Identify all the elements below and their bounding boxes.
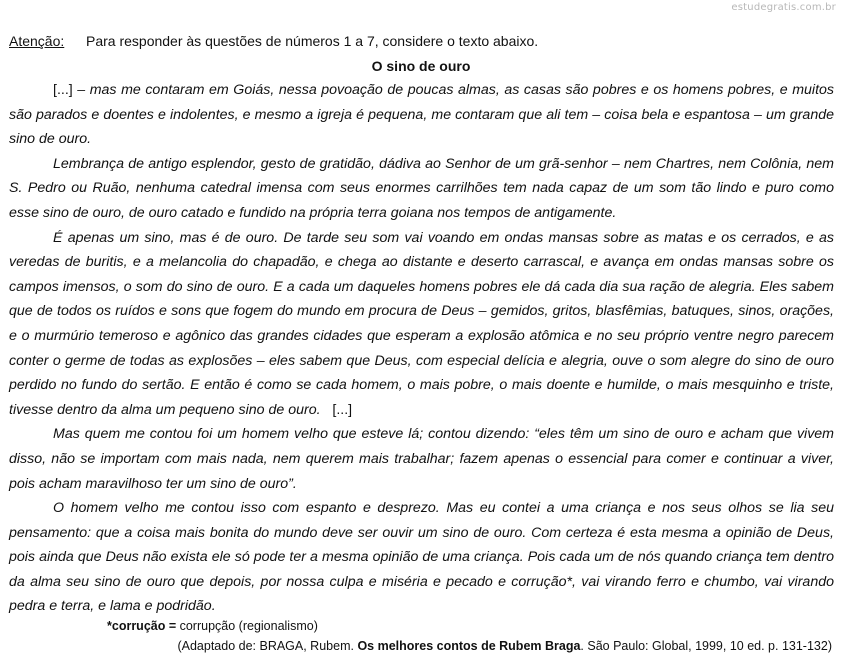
source-citation bbox=[177, 639, 832, 653]
watermark: estudegratis.com.br bbox=[731, 2, 836, 13]
attention-line bbox=[9, 33, 538, 49]
attention-text: Para responder às questões de números 1 a 7, considere o texto abaixo. bbox=[86, 33, 539, 49]
source-prefix: (Adaptado de: BRAGA, Rubem. bbox=[177, 639, 358, 653]
footnote bbox=[107, 619, 318, 633]
paragraph-5 bbox=[9, 496, 834, 619]
footnote-term: *corrução bbox=[107, 619, 166, 633]
paragraph-2-text: Lembrança de antigo esplendor, gesto de gratidão, dádiva ao Senhor de um grã-senhor – nem Chartres, nem Colônia, nem S. Pedro ou Ruão, nenhuma catedral imensa com seus enormes carrilhões tem nada capaz de um som tão lindo e puro como esse sino de ouro, de ouro catado e fundido na própria terra goiana nos tempos de antigamente. bbox=[9, 155, 834, 221]
paragraph-1-text: – mas me contaram em Goiás, nessa povoação de poucas almas, as casas são pobres e os homens pobres, e muitos são parados e doentes e indolentes, e mesmo a igreja é pequena, me contaram que ali tem – coisa bela e espantosa – um grande sino de ouro. bbox=[9, 82, 834, 148]
paragraph-4-text: Mas quem me contou foi um homem velho que esteve lá; contou dizendo: “eles têm um sino de ouro e acham que vivem disso, não se importam com mais nada, nem querem mais trabalhar; fazem apenas o essencial para comer e continuar a viver, pois acham maravilhoso ter um sino de ouro”. bbox=[9, 426, 834, 492]
paragraph-3 bbox=[9, 226, 834, 423]
paragraph-3-text: É apenas um sino, mas é de ouro. De tarde seu som vai voando em ondas mansas sobre as matas e os cerrados, e as veredas de buritis, e a melancolia do chapadão, e chega ao distante e deserto carrascal, e avança em ondas mansas sobre os campos imensos, o som do sino de ouro. E a cada um daqueles homens pobres ele dá cada dia sua ração de alegria. Eles sabem que de todos os ruídos e sons que fogem do mundo em procura de Deus – gemidos, gritos, blasfêmias, batuques, sinos, orações, e o murmúrio temeroso e agônico das grandes cidades que esperam a explosão atômica e no seu próprio ventre negro parecem conter o germe de todas as explosões – eles sabem que Deus, com especial delícia e alegria, ouve o som alegre do sino de ouro perdido no fundo do sertão. E então é como se cada homem, o mais pobre, o mais doente e humilde, o mais mesquinho e triste, tivesse dentro da alma um pequeno sino de ouro. bbox=[9, 229, 834, 418]
attention-label: Atenção: bbox=[9, 33, 65, 49]
paragraph-1 bbox=[9, 78, 834, 152]
text-body bbox=[9, 78, 834, 619]
paragraph-1-lead: [...] bbox=[53, 82, 73, 98]
paragraph-2 bbox=[9, 152, 834, 226]
source-suffix: . São Paulo: Global, 1999, 10 ed. p. 131-132) bbox=[580, 639, 832, 653]
paragraph-3-tail: [...] bbox=[320, 401, 353, 418]
text-title: O sino de ouro bbox=[371, 58, 471, 74]
paragraph-5-text: O homem velho me contou isso com espanto e desprezo. Mas eu contei a uma criança e nos seus olhos se lia seu pensamento: que a coisa mais bonita do mundo deve ser ouvir um sino de ouro. Com certeza é esta mesma a opinião de Deus, pois ainda que Deus não exista ele só pode ter a mesma opinião de uma criança. Pois cada um de nós quando criança tem dentro da alma seu sino de ouro que depois, por nossa culpa e miséria e pecado e corrução*, vai virando ferro e chumbo, vai virando pedra e terra, e lama e podridão. bbox=[9, 500, 834, 615]
source-book-title: Os melhores contos de Rubem Braga bbox=[357, 639, 581, 653]
paragraph-4 bbox=[9, 422, 834, 496]
footnote-definition: corrupção (regionalismo) bbox=[179, 619, 318, 633]
footnote-equals: = bbox=[165, 619, 180, 633]
